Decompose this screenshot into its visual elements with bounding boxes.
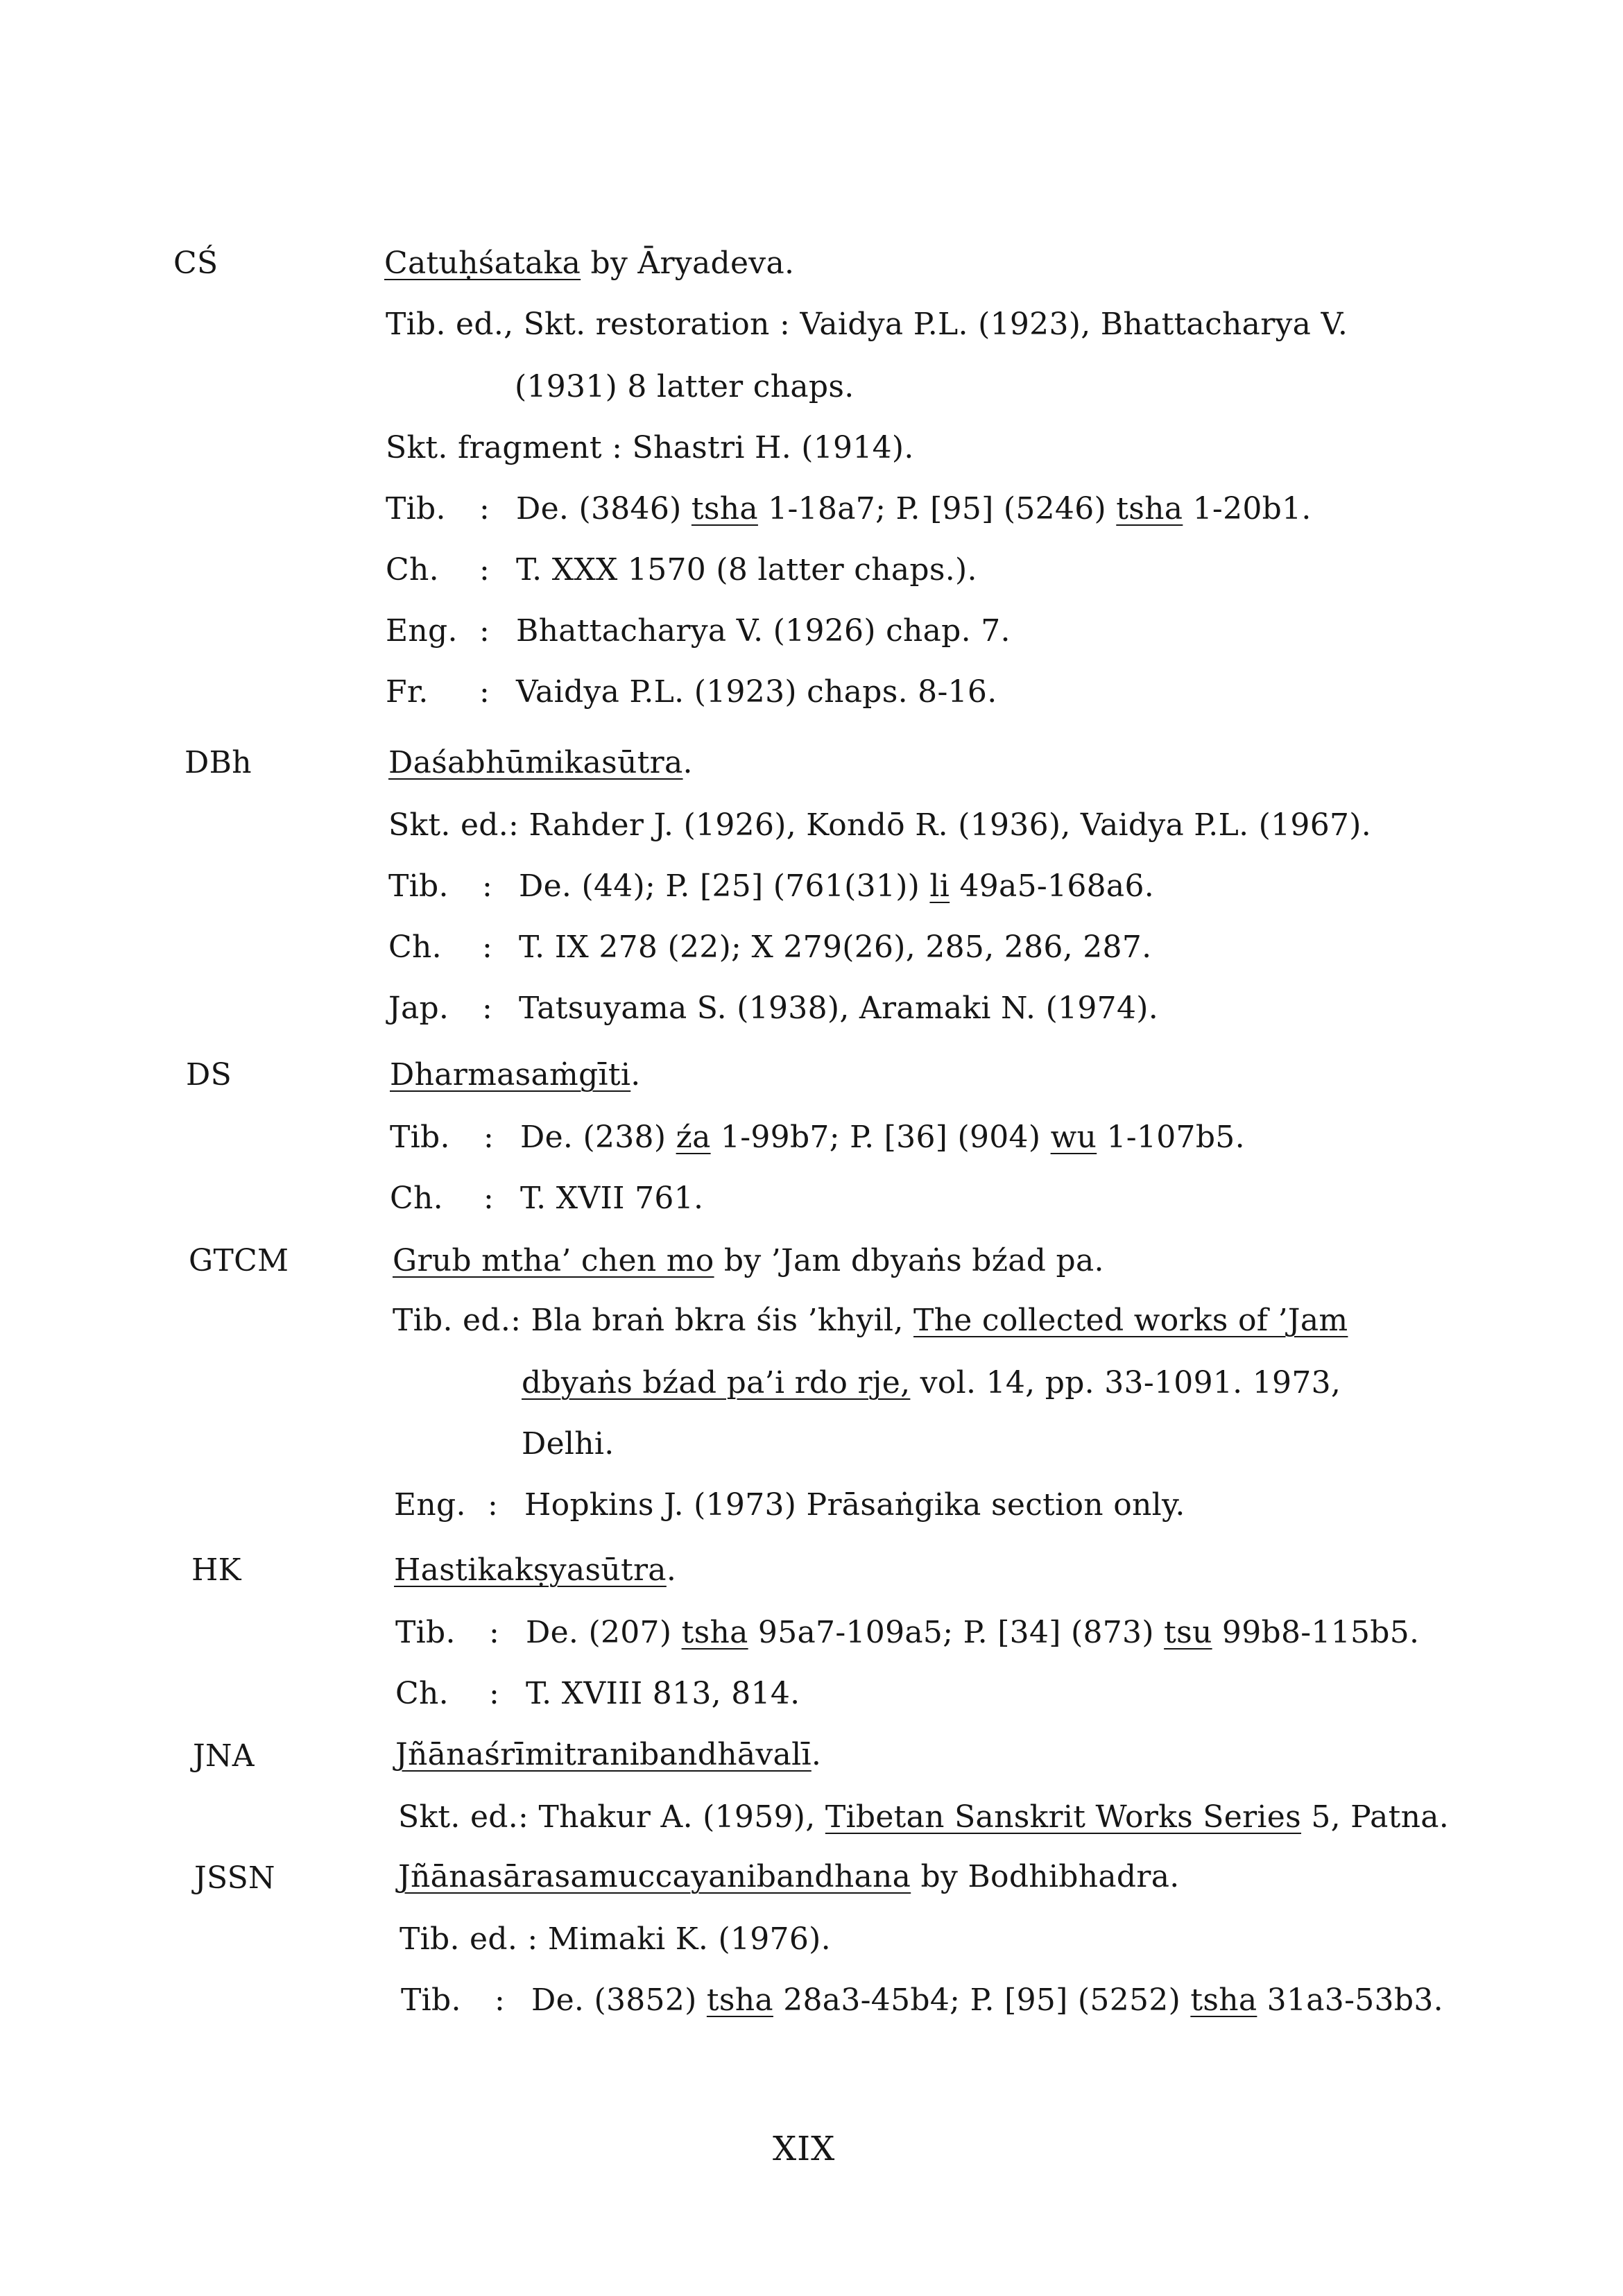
entry-title: Hastikakṣyasūtra — [394, 1552, 667, 1588]
entry-abbreviation: DBh — [184, 745, 252, 780]
entry-line: Tib. ed.: Bla braṅ bkra śis ’khyil, The collected works of ’Jam — [393, 1303, 1348, 1338]
entry-title-line: Hastikakṣyasūtra. — [394, 1552, 677, 1588]
entry-title-line: Jñānaśrīmitranibandhāvalī. — [395, 1737, 822, 1772]
entry-title-line: Jñānasārasamuccayanibandhana by Bodhibhadra. — [398, 1859, 1180, 1894]
entry-line: Delhi. — [522, 1426, 615, 1462]
entry-line: Ch. : T. IX 278 (22); X 279(26), 285, 286, 287. — [388, 929, 1152, 965]
entry-line: Skt. fragment : Shastri H. (1914). — [386, 430, 914, 465]
entry-title: Daśabhūmikasūtra — [388, 745, 683, 780]
entry-title: Dharmasaṁgīti — [390, 1057, 631, 1093]
entry-abbreviation: JSSN — [194, 1860, 275, 1896]
entry-abbreviation: GTCM — [189, 1243, 289, 1278]
entry-line: Skt. ed.: Thakur A. (1959), Tibetan Sanskrit Works Series 5, Patna. — [398, 1799, 1450, 1835]
entry-title: Grub mtha’ chen mo — [393, 1243, 714, 1278]
entry-line: Tib. : De. (3846) tsha 1-18a7; P. [95] (5246) tsha 1-20b1. — [386, 491, 1312, 526]
entry-line: Tib. ed., Skt. restoration : Vaidya P.L. (1923), Bhattacharya V. — [386, 307, 1348, 342]
entry-line: Ch. : T. XVII 761. — [390, 1181, 704, 1216]
entry-title-suffix: by Āryadeva. — [581, 246, 795, 281]
entry-title-line: Daśabhūmikasūtra. — [388, 745, 693, 780]
entry-abbreviation: DS — [186, 1057, 232, 1093]
entry-title-line — [384, 244, 794, 283]
entry-line: (1931) 8 latter chaps. — [515, 369, 855, 404]
entry-line: Tib. : De. (44); P. [25] (761(31)) li 49a5-168a6. — [388, 868, 1155, 904]
entry-line: Fr. : Vaidya P.L. (1923) chaps. 8-16. — [386, 674, 997, 710]
entry-line: Ch. : T. XVIII 813, 814. — [395, 1676, 800, 1711]
entry-line: Tib. : De. (238) źa 1-99b7; P. [36] (904) wu 1-107b5. — [390, 1120, 1245, 1155]
page-number: XIX — [773, 2130, 836, 2168]
entry-line: Jap. : Tatsuyama S. (1938), Aramaki N. (1974). — [388, 991, 1158, 1026]
entry-abbreviation: CŚ — [173, 246, 218, 281]
entry-line: Eng. : Bhattacharya V. (1926) chap. 7. — [386, 613, 1011, 649]
entry-abbreviation: JNA — [193, 1738, 255, 1774]
entry-title: Jñānaśrīmitranibandhāvalī — [395, 1737, 812, 1772]
entry-title: Catuḥśataka — [384, 246, 581, 281]
entry-line: Ch. : T. XXX 1570 (8 latter chaps.). — [386, 552, 977, 588]
entry-line: Tib. : De. (3852) tsha 28a3-45b4; P. [95] (5252) tsha 31a3-53b3. — [401, 1982, 1443, 2018]
entry-title-line: Dharmasaṁgīti. — [390, 1057, 641, 1093]
entry-abbreviation: HK — [191, 1552, 241, 1588]
entry-line: Eng. : Hopkins J. (1973) Prāsaṅgika section only. — [394, 1487, 1185, 1523]
entry-line: Skt. ed.: Rahder J. (1926), Kondō R. (1936), Vaidya P.L. (1967). — [388, 807, 1372, 843]
entry-line: Tib. ed. : Mimaki K. (1976). — [400, 1921, 831, 1957]
entry-title: Jñānasārasamuccayanibandhana — [398, 1859, 911, 1894]
entry-line: Tib. : De. (207) tsha 95a7-109a5; P. [34] (873) tsu 99b8-115b5. — [395, 1615, 1420, 1650]
entry-line: dbyaṅs bźad pa’i rdo rje, vol. 14, pp. 33-1091. 1973, — [522, 1365, 1341, 1400]
entry-title-line: Grub mtha’ chen mo by ’Jam dbyaṅs bźad pa. — [393, 1243, 1104, 1278]
